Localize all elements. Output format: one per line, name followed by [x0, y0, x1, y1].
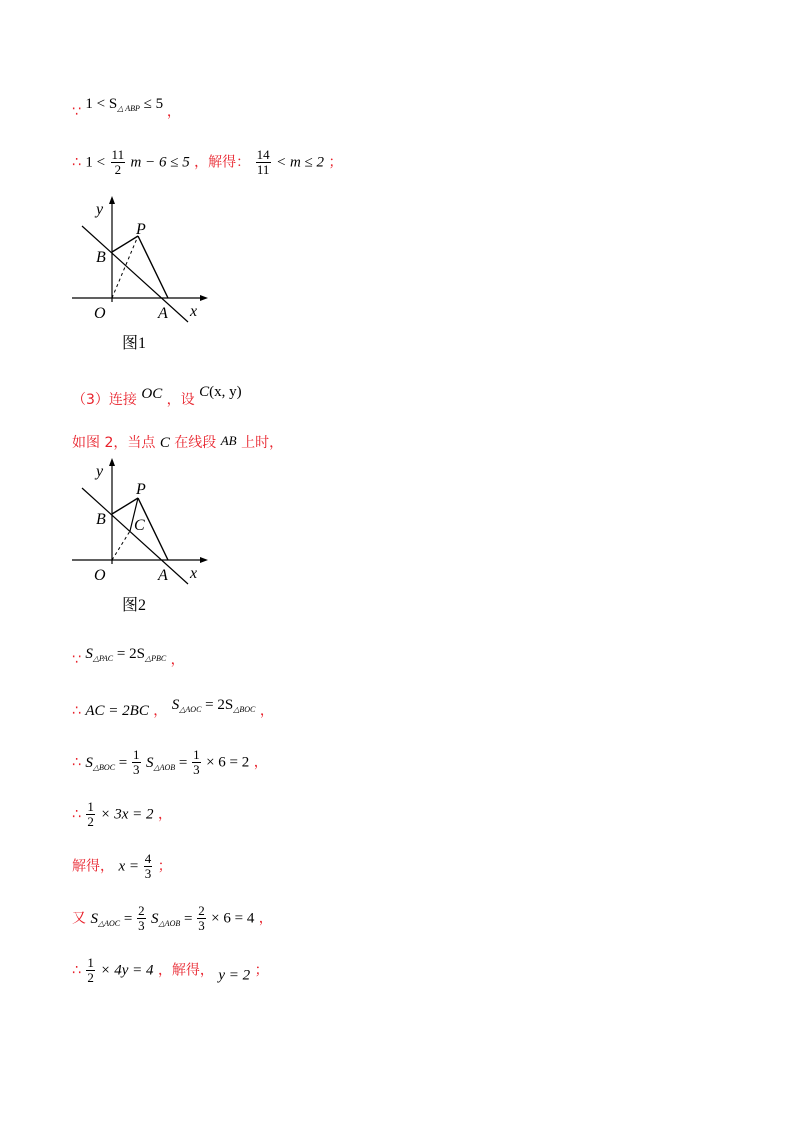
fraction: $\frac{1}{2}$ — [87, 799, 94, 829]
line-case-c-on-ab: 如图 2，当点 C 在线段 AB 上时， — [72, 433, 284, 451]
point-label-a: A — [158, 305, 168, 322]
fraction: $\frac{2}{3}$ — [198, 903, 205, 933]
figure-caption: 图1 — [122, 335, 147, 352]
fraction: $\frac{4}{3}$ — [144, 851, 152, 881]
axis-label-y: y — [96, 463, 104, 480]
axis-label-x: x — [190, 565, 198, 582]
coordinate-diagram-1 — [68, 196, 208, 356]
therefore-symbol: ∴ — [72, 962, 81, 979]
axis-label-y: y — [96, 201, 104, 218]
axis-label-x: x — [190, 303, 198, 320]
line-solve-x-equation: ∴ $\frac{1}{2}$ × 3x = 2 ， — [72, 799, 172, 829]
line-x-result: 解得， x = $\frac{4}{3}$ ； — [72, 851, 172, 881]
fraction: $\frac{1}{2}$ — [87, 955, 94, 985]
line-ac-equals-2bc: ∴ AC = 2BC ， $S_{\triangle AOC} = 2S_{\triangle BOC}$ ， — [72, 697, 274, 719]
figure-2 — [68, 458, 208, 622]
line-solve-m-range: ∴ 1 < $\frac{11}{2}$ m − 6 ≤ 5 ，解得： $\frac{14}{11}$ < m ≤ 2 ； — [72, 147, 343, 177]
point-label-b: B — [96, 511, 106, 528]
fraction: $\frac{1}{3}$ — [133, 747, 140, 777]
line-area-pac-pbc: ∵ $S_{\triangle PAC} = 2S_{\triangle PBC}$ ， — [72, 646, 185, 668]
point-label-p: P — [136, 221, 146, 238]
line-part-3-setup: （3）连接 OC ，设 C(x, y) — [72, 384, 242, 408]
point-label-a: A — [158, 567, 168, 584]
fraction: $\frac{11}{2}$ — [111, 147, 125, 177]
figure-1 — [68, 196, 208, 360]
point-label-p: P — [136, 481, 146, 498]
coordinate-diagram-2 — [68, 458, 208, 618]
point-label-c: C — [134, 517, 145, 534]
fraction: $\frac{14}{11}$ — [256, 147, 270, 177]
point-label-o: O — [94, 567, 106, 584]
fraction: $\frac{1}{3}$ — [193, 747, 200, 777]
point-label-o: O — [94, 305, 106, 322]
because-symbol: ∵ — [72, 104, 81, 120]
line-given-area-range: ∵ $1 < S_{\triangle ABP} \le 5$ ， — [72, 96, 181, 120]
line-area-boc: ∴ $S_{\triangle BOC}$ = $\frac{1}{3}$ $S_{\triangle AOB}$ = $\frac{1}{3}$ × 6 = 2 ， — [72, 747, 268, 777]
figure-caption: 图2 — [122, 597, 147, 614]
therefore-symbol: ∴ — [72, 703, 81, 719]
because-symbol: ∵ — [72, 652, 81, 668]
therefore-symbol: ∴ — [72, 754, 81, 771]
fraction: $\frac{2}{3}$ — [138, 903, 145, 933]
line-area-aoc: 又 $S_{\triangle AOC}$ = $\frac{2}{3}$ $S_{\triangle AOB}$ = $\frac{2}{3}$ × 6 = 4 ， — [72, 903, 273, 933]
point-label-b: B — [96, 249, 106, 266]
therefore-symbol: ∴ — [72, 806, 81, 823]
line-solve-y: ∴ $\frac{1}{2}$ × 4y = 4 ，解得， y = 2 ； — [72, 955, 269, 985]
therefore-symbol: ∴ — [72, 154, 81, 171]
